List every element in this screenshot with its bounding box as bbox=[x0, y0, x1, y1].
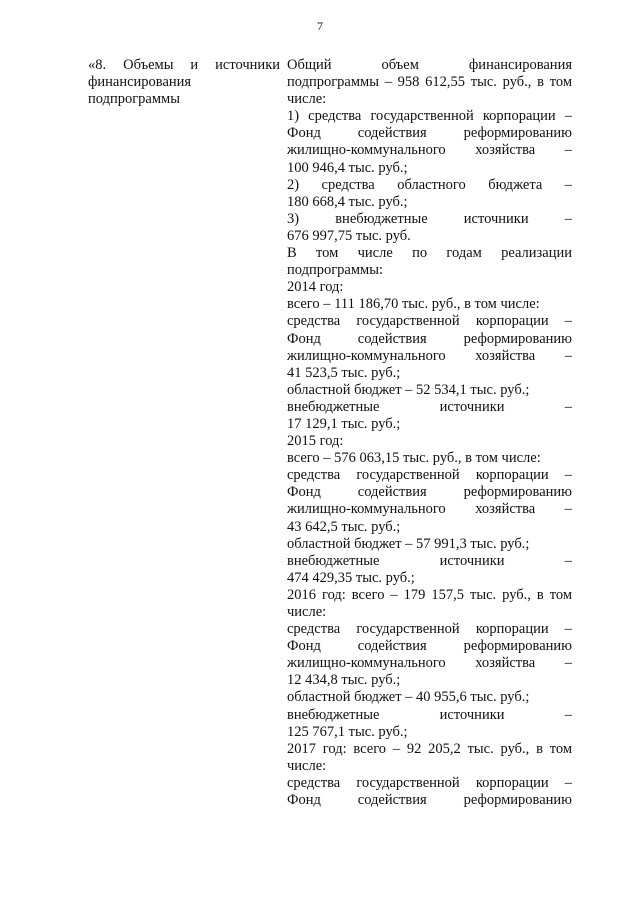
text-line: подпрограммы – 958 612,55 тыс. руб., в том bbox=[287, 74, 572, 91]
text-line: жилищно-коммунального хозяйства – bbox=[287, 501, 572, 518]
text-line: 2014 год: bbox=[287, 279, 344, 296]
text-line: средства государственной корпорации – bbox=[287, 774, 572, 791]
text-line: 100 946,4 тыс. руб.; bbox=[287, 159, 408, 176]
text-line: 474 429,35 тыс. руб.; bbox=[287, 569, 415, 586]
text-line: 41 523,5 тыс. руб.; bbox=[287, 364, 401, 381]
text-line: Фонд содействия реформированию bbox=[287, 330, 572, 347]
text-line: средства государственной корпорации – bbox=[287, 621, 572, 638]
text-line: 676 997,75 тыс. руб. bbox=[287, 227, 411, 244]
text-line: жилищно-коммунального хозяйства – bbox=[287, 655, 572, 672]
text-line: Фонд содействия реформированию bbox=[287, 125, 572, 142]
text-line: внебюджетные источники – bbox=[287, 706, 572, 723]
text-line: областной бюджет – 57 991,3 тыс. руб.; bbox=[287, 535, 530, 552]
text-line: 1) средства государственной корпорации – bbox=[287, 108, 572, 125]
text-line: 180 668,4 тыс. руб.; bbox=[287, 193, 408, 210]
section-label-line: «8. Объемы и источники bbox=[88, 57, 280, 73]
text-line: областной бюджет – 52 534,1 тыс. руб.; bbox=[287, 381, 530, 398]
text-line: 125 767,1 тыс. руб.; bbox=[287, 723, 408, 740]
text-line: 2017 год: всего – 92 205,2 тыс. руб., в том bbox=[287, 740, 572, 757]
text-line: 17 129,1 тыс. руб.; bbox=[287, 415, 401, 432]
text-line: областной бюджет – 40 955,6 тыс. руб.; bbox=[287, 689, 530, 706]
text-line: Фонд содействия реформированию bbox=[287, 484, 572, 501]
text-line: средства государственной корпорации – bbox=[287, 467, 572, 484]
text-line: Фонд содействия реформированию bbox=[287, 792, 572, 809]
financing-description bbox=[287, 57, 572, 809]
text-line: внебюджетные источники – bbox=[287, 552, 572, 569]
text-line: 12 434,8 тыс. руб.; bbox=[287, 672, 401, 689]
text-line: жилищно-коммунального хозяйства – bbox=[287, 347, 572, 364]
text-line: всего – 111 186,70 тыс. руб., в том числе: bbox=[287, 296, 540, 313]
text-line: 2015 год: bbox=[287, 433, 344, 450]
text-line: Общий объем финансирования bbox=[287, 57, 572, 73]
section-label-line: финансирования bbox=[88, 74, 192, 90]
text-line: жилищно-коммунального хозяйства – bbox=[287, 142, 572, 159]
text-line: числе: bbox=[287, 604, 327, 620]
text-line: числе: bbox=[287, 91, 327, 108]
section-label-line: подпрограммы bbox=[88, 91, 180, 107]
text-line: 3) внебюджетные источники – bbox=[287, 210, 572, 227]
text-line: внебюджетные источники – bbox=[287, 398, 572, 415]
text-line: 2016 год: всего – 179 157,5 тыс. руб., в том bbox=[287, 586, 572, 603]
section-label bbox=[88, 57, 280, 108]
text-line: числе: bbox=[287, 757, 327, 774]
text-line: подпрограммы: bbox=[287, 262, 383, 279]
text-line: средства государственной корпорации – bbox=[287, 313, 572, 330]
text-line: Фонд содействия реформированию bbox=[287, 638, 572, 655]
text-line: В том числе по годам реализации bbox=[287, 245, 572, 262]
text-line: всего – 576 063,15 тыс. руб., в том числе: bbox=[287, 450, 541, 467]
page-number: 7 bbox=[317, 19, 323, 33]
text-line: 2) средства областного бюджета – bbox=[287, 176, 572, 193]
text-line: 43 642,5 тыс. руб.; bbox=[287, 518, 401, 535]
